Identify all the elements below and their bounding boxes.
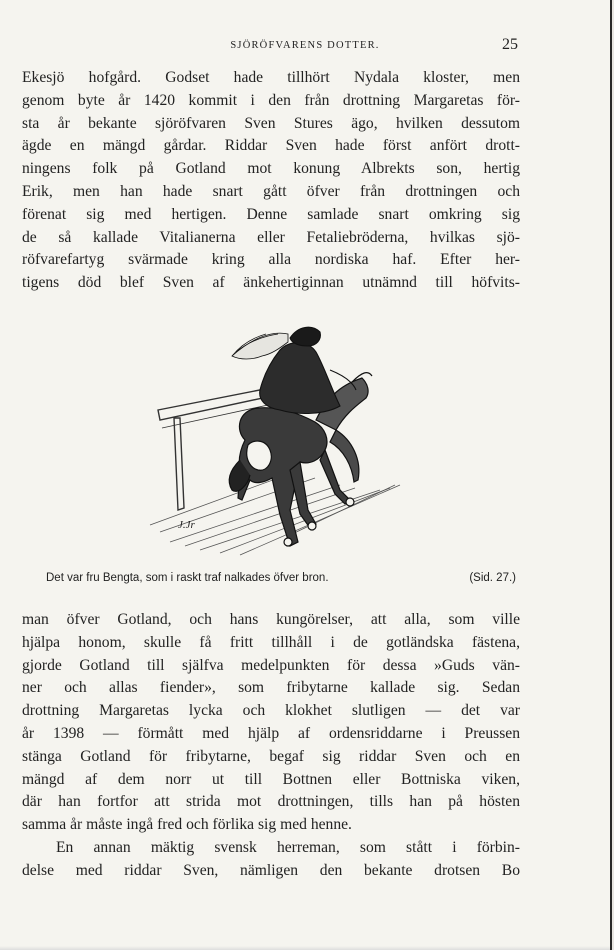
text-line: ägde en mängd gårdar. Riddar Sven hade först anfört drott- [22, 137, 520, 155]
illustration-caption [46, 572, 516, 584]
paragraph-lower [22, 609, 520, 883]
caption-text: Det var fru Bengta, som i raskt traf nalkades öfver bron. [46, 572, 329, 584]
text-line: mängd af dem norr ut till Bottnen eller Bottniska viken, [22, 770, 520, 788]
text-line: delse med riddar Sven, nämligen den bekante drotsen Bo [22, 861, 520, 879]
horse-rider-illustration [140, 310, 410, 560]
text-line: hjälpa honom, skulle få fritt tillhåll i de gotländska fästena, [22, 633, 520, 651]
text-line: Erik, men han hade snart gått öfver från drottningen och [22, 182, 520, 200]
text-line: ner och allas fiender», som fribytarne kallade sig. Sedan [22, 679, 520, 697]
text-line: stänga Gotland för fribytarne, begaf sig riddar Sven och en [22, 747, 520, 765]
text-line: ningens folk på Gotland mot konung Albrekts son, hertig [22, 160, 520, 178]
text-line: tigens död blef Sven af änkehertiginnan utnämnd till höfvits- [22, 274, 520, 292]
text-line: förenat sig med hertigen. Denne samlade snart omkring sig [22, 205, 520, 223]
text-line: samma år måste ingå fred och förlika sig med henne. [22, 816, 352, 834]
artist-signature: J.Jr [178, 519, 195, 531]
text-line: Ekesjö hofgård. Godset hade tillhört Nydala kloster, men [22, 69, 520, 86]
page-header [0, 36, 610, 56]
page-number: 25 [502, 36, 518, 53]
text-line: röfvarefartyg svärmade kring alla nordiska haf. Efter her- [22, 251, 520, 269]
paragraph-upper [22, 67, 520, 295]
text-line: genom byte år 1420 kommit i den från drottning Margaretas för- [22, 91, 520, 109]
running-title: SJÖRÖFVARENS DOTTER. [230, 40, 380, 51]
text-line: sta år bekante sjöröfvaren Sven Stures ägo, hvilken dessutom [22, 114, 520, 132]
caption-page-ref: (Sid. 27.) [469, 572, 516, 584]
text-line: där han fortfor att strida mot drottningen, tills han på hösten [22, 793, 520, 811]
text-line: En annan mäktig svensk herreman, som stått i förbin- [56, 838, 520, 856]
text-line: drottning Margaretas lycka och klokhet slutligen — det var [22, 702, 520, 720]
text-line: man öfver Gotland, och hans kungörelser, att alla, som ville [22, 611, 520, 628]
text-line: de så kallade Vitalianerna eller Fetaliebröderna, hvilkas sjö- [22, 228, 520, 246]
text-line: gjorde Gotland till själfva medelpunkten för dessa »Guds vän- [22, 656, 520, 674]
text-line: år 1398 — förmått med hjälp af ordensriddarne i Preussen [22, 724, 520, 742]
page-bottom-edge [0, 946, 610, 950]
